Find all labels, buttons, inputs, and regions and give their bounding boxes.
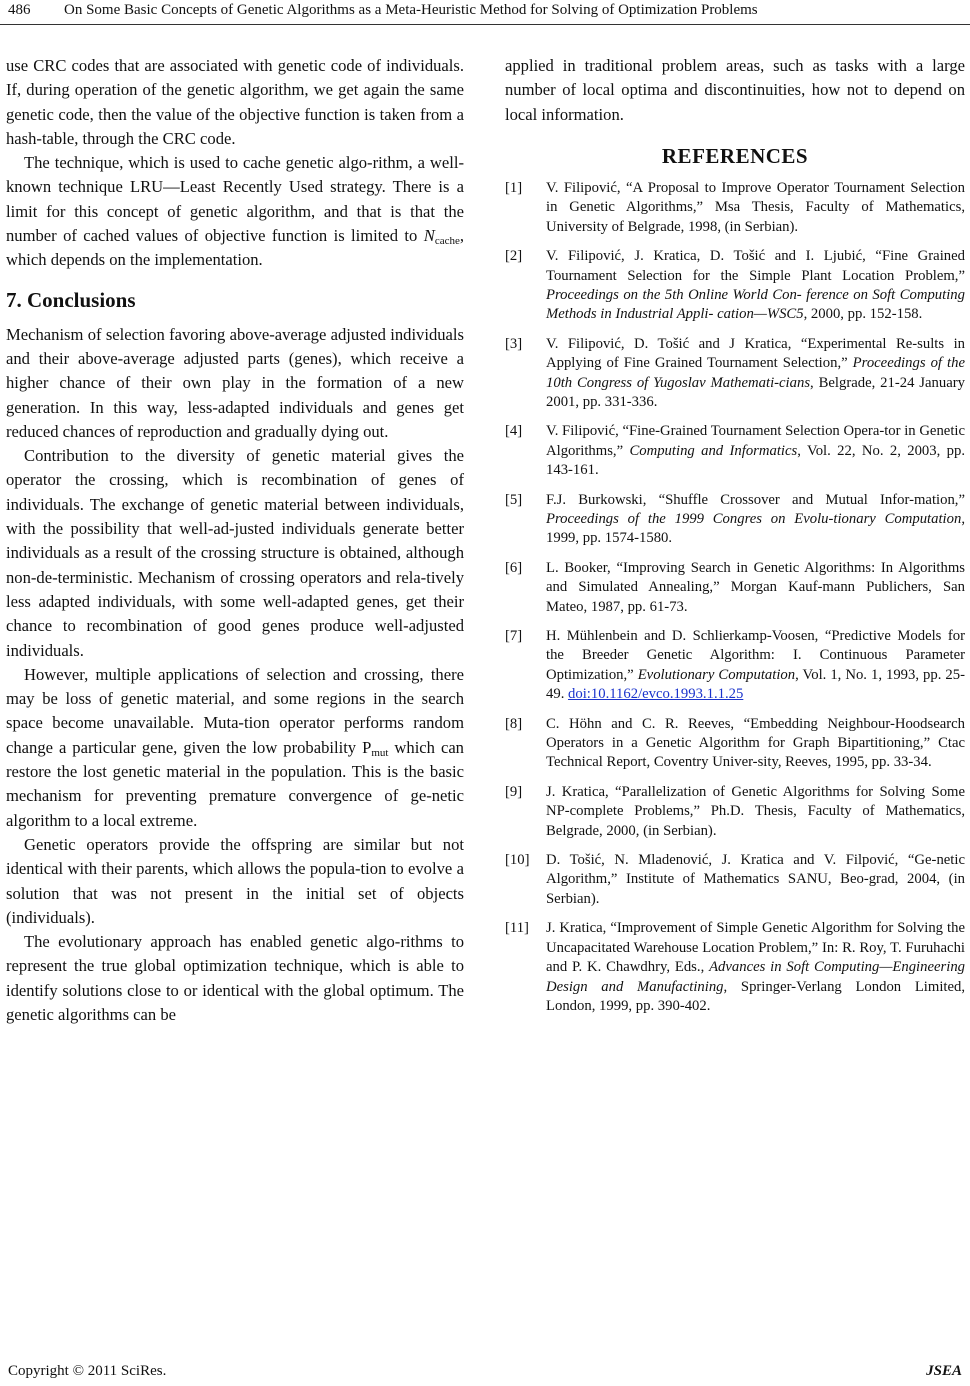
running-title: On Some Basic Concepts of Genetic Algorithms as a Meta-Heuristic Method for Solving of Optimization Problems <box>64 2 758 18</box>
footer-copyright: Copyright © 2011 SciRes. <box>8 1363 167 1379</box>
reference-item: [2] V. Filipović, J. Kratica, D. Tošić and I. Ljubić, “Fine Grained Tournament Selection for the Simple Plant Location Problem,” Proceedings on the 5th Online World Con- ference on Soft Computing Methods in Industrial Appli- cation—WSC5, 2000, pp. 152-158. <box>505 248 965 323</box>
reference-item: [9] J. Kratica, “Parallelization of Genetic Algorithms for Solving Some NP-complete Problems,” Ph.D. Thesis, Faculty of Mathematics, Belgrade, 2000, (in Serbian). <box>505 783 965 839</box>
reference-item: [3] V. Filipović, D. Tošić and J Kratica, “Experimental Re-sults in Applying of Fine Grained Tournament Selection,” Proceedings of the 10th Congress of Yugoslav Mathemati-cians, Belgrade, 21-24 January 2001, pp. 331-336. <box>505 335 965 410</box>
body-paragraph: Genetic operators provide the offspring are similar but not identical with their parents, which allows the popula-tion to evolve a solution that was not present in the initial set of objects (individuals). <box>6 834 464 927</box>
body-paragraph: Mechanism of selection favoring above-average adjusted individuals and their above-average adjusted parts (genes), which receive a higher chance of their own play in the formation of a new generation. In this way, less-adapted individuals and genes get reduced chances of reproduction and gradually dying out. <box>6 324 464 441</box>
body-paragraph: However, multiple applications of selection and crossing, there may be loss of genetic material, and some regions in the search space become unavailable. Muta-tion operator performs random change a particular gene, given the low probability $P_{mut}$ which can restore the lost genetic material in the population. This is the basic mechanism for preventing premature convergence of ge-netic algorithm to a local extreme. <box>6 664 464 830</box>
reference-item: [10] D. Tošić, N. Mladenović, J. Kratica and V. Filpović, “Ge-netic Algorithm,” Institute of Mathematics SANU, Beo-grad, 2004, (in Serbian). <box>505 852 965 907</box>
running-header <box>0 0 970 26</box>
reference-list <box>505 179 965 1016</box>
body-paragraph: use CRC codes that are associated with genetic code of individuals. If, during operation of the genetic algorithm, we get again the same genetic code, then the value of the objective function is taken from a hash-table, through the CRC code. <box>6 56 464 148</box>
reference-item: [8] C. Höhn and C. R. Reeves, “Embedding Neighbour-Hoodsearch Operators in a Genetic Algorithm for Graph Bipartitioning,” Ctac Technical Report, Coventry Univer-sity, Reeves, 1995, pp. 33-34. <box>505 715 965 771</box>
body-paragraph: applied in traditional problem areas, such as tasks with a large number of local optima and discontinuities, how not to depend on local information. <box>505 56 965 124</box>
section-heading: 7. Conclusions <box>6 287 136 312</box>
body-paragraph: The technique, which is used to cache genetic algo-rithm, a well-known technique LRU—Least Recently Used strategy. There is a limit for this concept of genetic algorithm, and that is that the number of cached values of objective function is limited to $N_{cache}$, which depends on the implementation. <box>6 153 464 270</box>
reference-item: [5] F.J. Burkowski, “Shuffle Crossover and Mutual Infor-mation,” Proceedings of the 1999 Congres on Evolu-tionary Computation, 1999, pp. 1574-1580. <box>505 491 965 547</box>
left-column <box>6 54 464 1027</box>
reference-item: [1] V. Filipović, “A Proposal to Improve Operator Tournament Selection in Genetic Algorithms,” Msa Thesis, Faculty of Mathematics, University of Belgrade, 1998, (in Serbian). <box>505 179 965 235</box>
reference-item: [11] J. Kratica, “Improvement of Simple Genetic Algorithm for Solving the Uncapacitated Warehouse Location Problem,” In: R. Roy, T. Furuhachi and P. K. Chawdhry, Eds., Advances in Soft Computing—Engineering Design and Manufactining, Springer-Verlang London Limited, London, 1999, pp. 390-402. <box>505 920 966 1014</box>
reference-item: [6] L. Booker, “Improving Search in Genetic Algorithms: In Algorithms and Simulated Annealing,” Morgan Kauf-mann Publichers, San Mateo, 1987, pp. 61-73. <box>505 559 965 615</box>
reference-item: [4] V. Filipović, “Fine-Grained Tournament Selection Opera-tor in Genetic Algorithms,” Computing and Informatics, Vol. 22, No. 2, 2003, pp. 143-161. <box>505 423 965 479</box>
body-paragraph: Contribution to the diversity of genetic material gives the operator the crossing, which is recombination of genes of individuals. The exchange of genetic material between individuals, with the possibility that well-ad-justed individuals generate better individuals as a result of the crossing structure is obtained, although non-de-terministic. Mechanism of crossing operators and rela-tively less adapted individuals, with some well-adapted genes, get their chance to recombination of good genes produce well-adjusted individuals. <box>6 446 464 660</box>
header-rule <box>0 24 970 25</box>
body-paragraph: The evolutionary approach has enabled genetic algo-rithms to represent the true global optimization technique, which is able to identify solutions close to or identical with the global optimum. The genetic algorithms can be <box>6 932 464 1024</box>
doi-link[interactable]: doi:10.1162/evco.1993.1.1.25 <box>568 686 744 703</box>
reference-item: [7] H. Mühlenbein and D. Schlierkamp-Voosen, “Predictive Models for the Breeder Genetic Algorithm: I. Continuous Parameter Optimization,” Evolutionary Computation, Vol. 1, No. 1, 1993, pp. 25-49. doi:10.1162/evco.1993.1.1.25 <box>505 628 965 703</box>
page-number: 486 <box>8 2 31 18</box>
references-heading: REFERENCES <box>661 143 809 168</box>
footer-journal: JSEA <box>926 1363 962 1379</box>
right-column <box>505 54 965 1026</box>
